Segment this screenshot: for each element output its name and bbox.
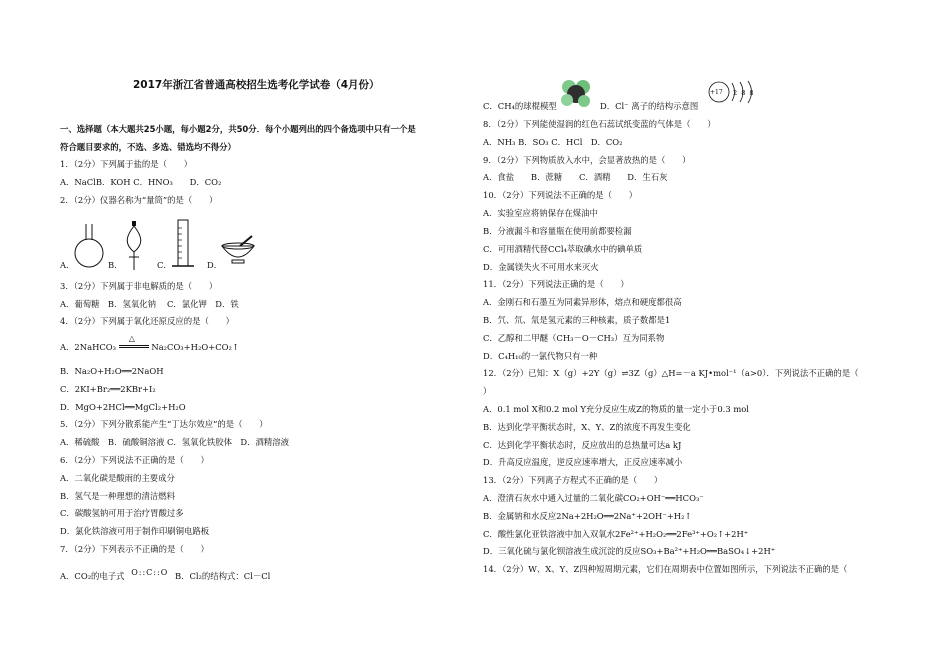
question-12-option-b: B．达到化学平衡状态时，X、Y、Z的浓度不再发生变化: [483, 422, 691, 432]
option-c-label: C．: [157, 260, 172, 270]
section-heading-line2: 符合题目要求的，不选、多选、错选均不得分）: [60, 142, 236, 152]
question-14: 14．（2分）W、X、Y、Z四种短周期元素，它们在周期表中位置如图所示，下列说法不正确的是（: [483, 564, 848, 574]
question-12-paren: ）: [483, 386, 492, 396]
question-9: 9．（2分）下列物质放入水中，会显著放热的是（ ）: [483, 155, 691, 165]
products: Na₂CO₃+H₂O+CO₂↑: [151, 342, 239, 352]
question-12-option-a: A．0.1 mol X和0.2 mol Y充分反应生成Z的物质的量一定小于0.3 mol: [483, 404, 749, 414]
question-11-option-c: C．乙醇和二甲醚（CH₃－O－CH₃）互为同系物: [483, 333, 665, 343]
page-title: 2017年浙江省普通高校招生选考化学试卷（4月份）: [133, 79, 380, 91]
question-8: 8．（2分）下列能使湿润的红色石蕊试纸变蓝的气体是（ ）: [483, 119, 716, 129]
question-9-options: A．食盐 B．蔗糖 C．酒精 D．生石灰: [483, 172, 668, 182]
question-11: 11．（2分）下列说法正确的是（ ）: [483, 279, 629, 289]
question-12-option-d: D．升高反应温度，逆反应速率增大，正反应速率减小: [483, 457, 683, 467]
question-4-option-d: D．MgO+2HCl══MgCl₂+H₂O: [60, 402, 186, 412]
electron-shells: 2 8 8: [733, 89, 755, 97]
question-13-option-c: C．酸性氯化亚铁溶液中加入双氧水2Fe²⁺+H₂O₂══2Fe³⁺+O₂↑+2H⁺: [483, 529, 749, 539]
graduated-cylinder-icon: [170, 218, 196, 272]
round-bottom-flask-icon: [72, 222, 106, 270]
section-heading-line1: 一、选择题（本大题共25小题，每小题2分，共50分．每个小题列出的四个备选项中只有一个是: [60, 124, 416, 134]
question-12-option-c: C．达到化学平衡状态时，反应放出的总热量可达a kJ: [483, 440, 682, 450]
reactant: A．2NaHCO₃: [60, 342, 117, 352]
question-11-option-a: A．金刚石和石墨互为同素异形体，熔点和硬度都很高: [483, 297, 682, 307]
nucleus-charge: +17: [710, 89, 723, 96]
question-6-option-a: A．二氧化碳是酸雨的主要成分: [60, 473, 175, 483]
question-11-option-b: B．氕、氘、氚是氢元素的三种核素，质子数都是1: [483, 315, 671, 325]
question-1-options: A．NaClB．KOH C．HNO₃ D．CO₂: [60, 177, 222, 187]
question-10: 10．（2分）下列说法不正确的是（ ）: [483, 190, 638, 200]
question-10-option-b: B．分液漏斗和容量瓶在使用前都要检漏: [483, 226, 632, 236]
question-3: 3．（2分）下列属于非电解质的是（ ）: [60, 281, 218, 291]
delta-symbol: △: [128, 334, 135, 343]
question-5: 5．（2分）下列分散系能产生“丁达尔效应”的是（ ）: [60, 419, 268, 429]
question-10-option-d: D．金属镁失火不可用水来灭火: [483, 262, 599, 272]
question-6-option-b: B．氢气是一种理想的清洁燃料: [60, 491, 176, 501]
separatory-funnel-icon: [120, 220, 148, 272]
question-13-option-b: B．金属钠和水反应2Na+2H₂O══2Na⁺+2OH⁻+H₂↑: [483, 511, 692, 521]
question-6-option-d: D．氯化铁溶液可用于制作印刷铜电路板: [60, 526, 210, 536]
question-6-option-c: C．碳酸氢钠可用于治疗胃酸过多: [60, 508, 184, 518]
question-2: 2．（2分）仪器名称为“量筒”的是（ ）: [60, 195, 218, 205]
question-10-option-a: A．实验室应将钠保存在煤油中: [483, 208, 598, 218]
question-10-option-c: C．可用酒精代替CCl₄萃取碘水中的碘单质: [483, 244, 643, 254]
question-8-options: A．NH₃ B．SO₃ C．HCl D．CO₂: [483, 137, 623, 147]
question-3-options: A．葡萄糖 B．氢氧化钠 C．氯化钾 D．铁: [60, 299, 239, 309]
question-7-option-c: C．CH₄的球棍模型: [483, 101, 557, 111]
option-d-label: D．: [207, 260, 223, 270]
question-5-options: A．稀硫酸 B．硫酸铜溶液 C．氢氧化铁胶体 D．酒精溶液: [60, 437, 289, 447]
question-4-option-c: C．2KI+Br₂══2KBr+I₂: [60, 384, 156, 394]
question-7-option-d: D．Cl⁻ 离子的结构示意图: [600, 101, 699, 111]
question-11-option-d: D．C₄H₁₀的一氯代物只有一种: [483, 351, 598, 361]
question-13-option-a: A．澄清石灰水中通入过量的二氧化碳CO₂+OH⁻══HCO₃⁻: [483, 493, 704, 503]
option-a-label: A．: [60, 260, 75, 270]
question-1: 1．（2分）下列属于盐的是（ ）: [60, 159, 193, 169]
question-4: 4．（2分）下列属于氧化还原反应的是（ ）: [60, 316, 234, 326]
question-4-option-b: B．Na₂O+H₂O══2NaOH: [60, 366, 164, 376]
question-13-option-d: D．三氧化硫与氯化钡溶液生成沉淀的反应SO₃+Ba²⁺+H₂O══BaSO₄↓+2H⁺: [483, 546, 776, 556]
electron-dot-formula: O::C::O: [131, 568, 169, 577]
question-7-option-a: A．CO₂的电子式 O::C::O B．Cl₂的结构式：Cl－Cl: [60, 568, 271, 581]
mortar-and-pestle-icon: [218, 234, 258, 268]
question-4-option-a: [60, 334, 239, 353]
question-6: 6．（2分）下列说法不正确的是（ ）: [60, 455, 209, 465]
option-b-label: B．: [108, 260, 123, 270]
question-12: 12．（2分）已知：X（g）+2Y（g）⇌3Z（g）△H=－a KJ•mol⁻¹（a>0）．下列说法不正确的是（: [483, 368, 859, 378]
methane-ball-stick-model-icon: [560, 78, 592, 108]
question-13: 13．（2分）下列离子方程式不正确的是（ ）: [483, 475, 663, 485]
heat-arrow: [119, 334, 149, 350]
question-7: 7．（2分）下列表示不正确的是（ ）: [60, 544, 209, 554]
